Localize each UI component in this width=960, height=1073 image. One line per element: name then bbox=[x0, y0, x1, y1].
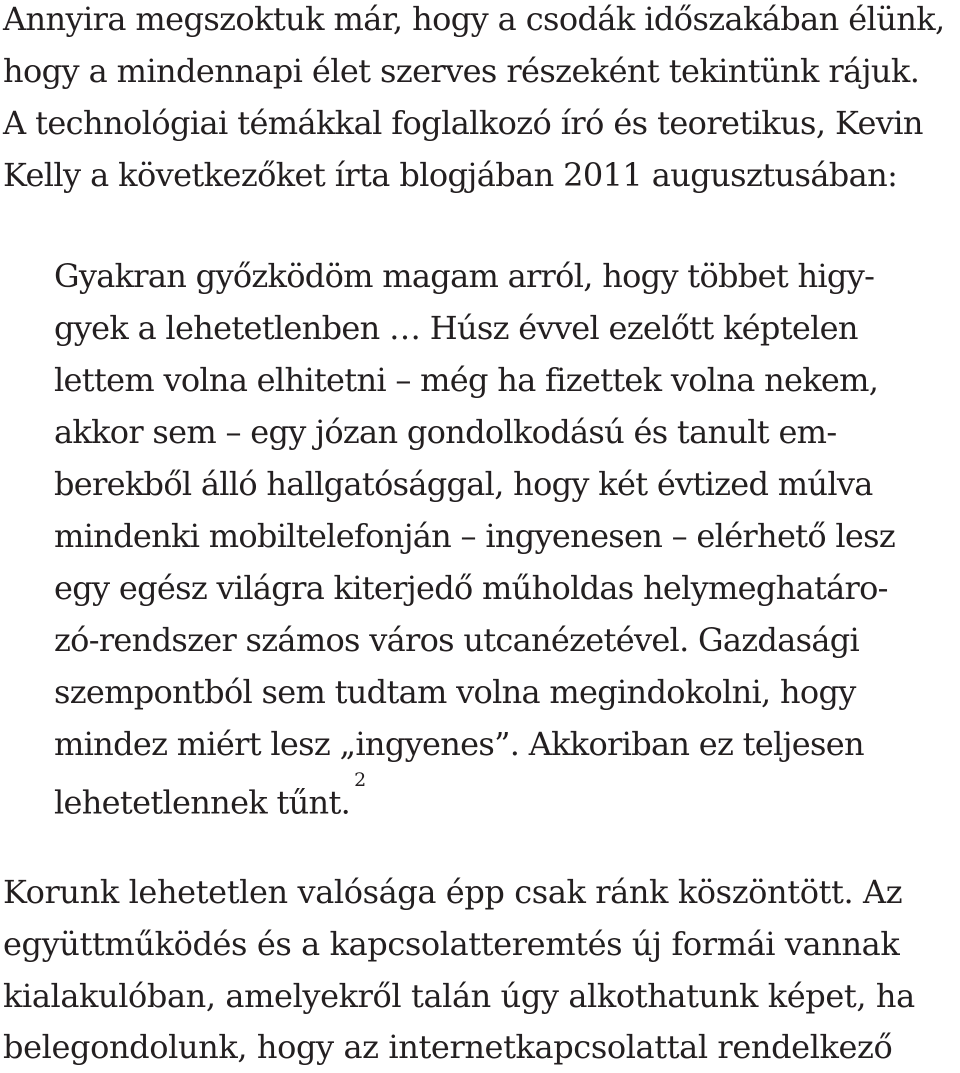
closing-line-1: Korunk lehetetlen valósága épp csak ránk köszöntött. Az bbox=[3, 873, 903, 911]
intro-line-1: Annyira megszoktuk már, hogy a csodák időszakában élünk, bbox=[3, 0, 945, 38]
intro-line-3: A technológiai témákkal foglalkozó író és teoretikus, Kevin bbox=[3, 104, 923, 142]
quote-line-7: egy egész világra kiterjedő műholdas helymeghatáro- bbox=[54, 569, 888, 607]
quote-line-5: berekből álló hallgatósággal, hogy két évtized múlva bbox=[54, 465, 873, 503]
closing-line-3: kialakulóban, amelyekről talán úgy alkothatunk képet, ha bbox=[3, 977, 915, 1015]
intro-line-2: hogy a mindennapi élet szerves részeként tekintünk rájuk. bbox=[3, 52, 920, 90]
quote-line-1: Gyakran győzködöm magam arról, hogy többet higy- bbox=[54, 257, 875, 295]
quote-line-9: szempontból sem tudtam volna megindokolni, hogy bbox=[54, 673, 856, 711]
quote-line-2: gyek a lehetetlenben … Húsz évvel ezelőtt képtelen bbox=[54, 309, 858, 347]
closing-line-2: együttműködés és a kapcsolatteremtés új formái vannak bbox=[3, 925, 900, 963]
intro-line-4: Kelly a következőket írta blogjában 2011 augusztusában: bbox=[3, 156, 898, 194]
quote-line-10: mindez miért lesz „ingyenes”. Akkoriban ez teljesen bbox=[54, 725, 864, 763]
quote-line-6: mindenki mobiltelefonján – ingyenesen – elérhető lesz bbox=[54, 517, 896, 555]
closing-line-4: belegondolunk, hogy az internetkapcsolattal rendelkező bbox=[3, 1028, 893, 1066]
quote-line-11 bbox=[54, 770, 365, 822]
footnote-marker[interactable]: 2 bbox=[354, 769, 366, 791]
quote-line-4: akkor sem – egy józan gondolkodású és tanult em- bbox=[54, 413, 837, 451]
quote-line-8: zó-rendszer számos város utcanézetével. Gazdasági bbox=[54, 621, 860, 659]
quote-line-11-text: lehetetlennek tűnt. bbox=[54, 783, 351, 822]
quote-line-3: lettem volna elhitetni – még ha fizettek volna nekem, bbox=[54, 361, 879, 399]
